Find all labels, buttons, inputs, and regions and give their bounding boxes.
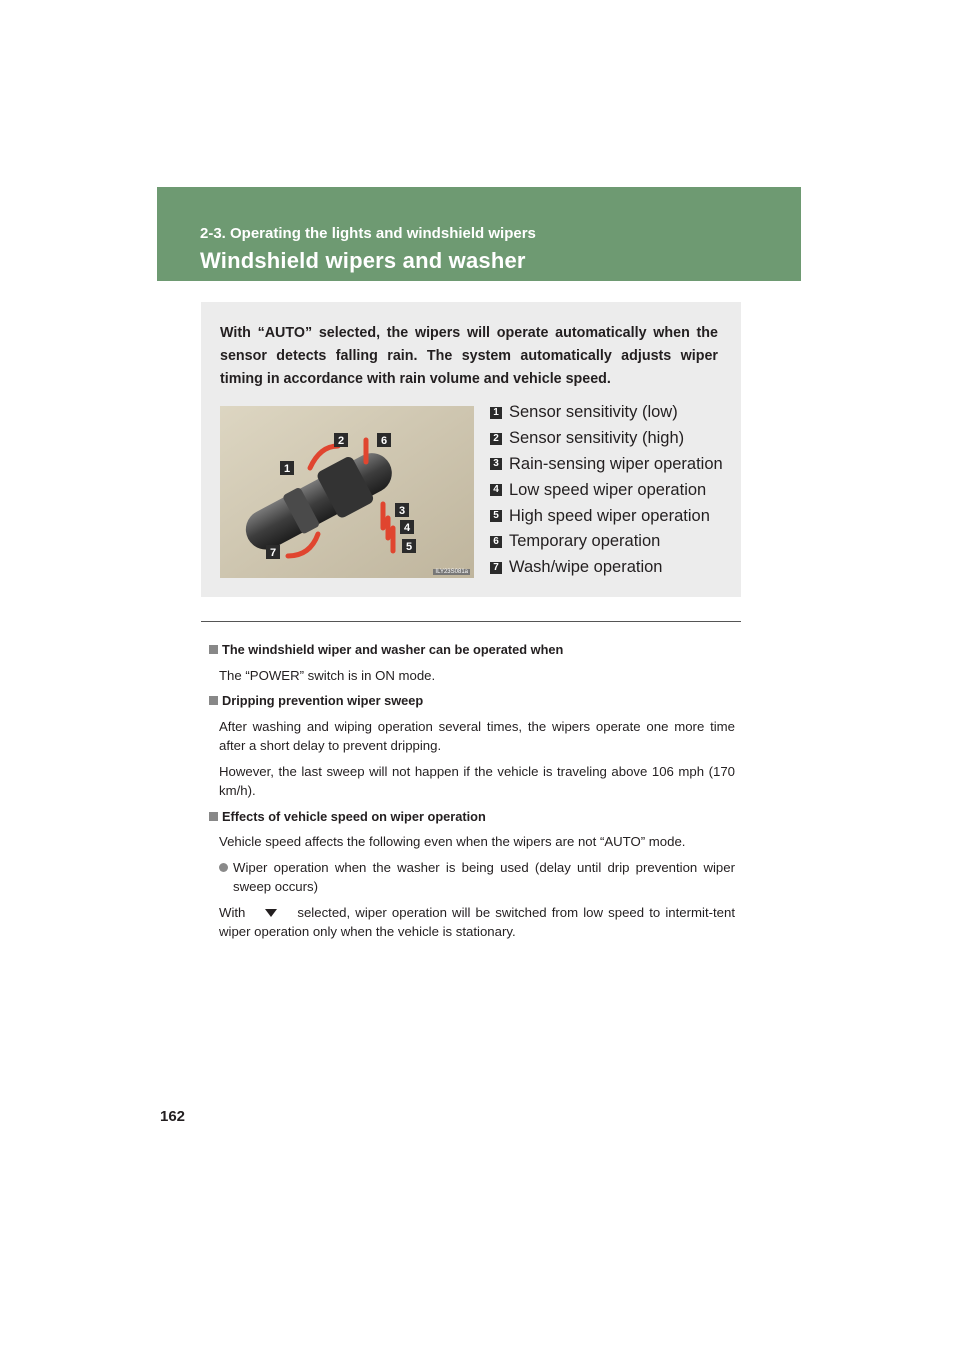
svg-text:2: 2	[338, 435, 345, 447]
intro-text: With “AUTO” selected, the wipers will operate automatically when the sensor detects falling rain. The system automatically adjusts wiper timing in accordance with rain volume and vehicle speed.	[220, 325, 718, 387]
page-title: Windshield wipers and washer	[200, 248, 526, 273]
section-header	[157, 187, 801, 281]
note-paragraph: The “POWER” switch is in ON mode.	[219, 667, 436, 683]
note-heading-text: Dripping prevention wiper sweep	[222, 693, 424, 708]
legend-item	[490, 477, 723, 503]
legend-label: High speed wiper operation	[509, 506, 710, 525]
info-panel	[201, 302, 741, 597]
svg-text:1: 1	[284, 463, 291, 475]
legend-number: 7	[490, 562, 502, 574]
svg-text:5: 5	[406, 541, 413, 553]
wiper-lever-svg	[220, 406, 474, 578]
note-text-pre: With	[219, 904, 246, 920]
divider	[201, 621, 741, 622]
notes-section	[219, 640, 735, 948]
page-number: 162	[160, 1108, 186, 1125]
legend-item	[490, 503, 723, 529]
circle-bullet-icon	[219, 863, 228, 872]
legend-number: 4	[490, 484, 502, 496]
note-bullet-text: Wiper operation when the washer is being used (delay until drip prevention wiper sweep occurs)	[233, 859, 735, 894]
note-heading	[209, 691, 735, 711]
function-legend	[490, 400, 723, 581]
legend-number: 6	[490, 536, 502, 548]
svg-text:7: 7	[270, 547, 277, 559]
legend-label: Sensor sensitivity (high)	[509, 429, 685, 448]
note-text-post: selected, wiper operation will be switched from low speed to intermit-tent wiper operation only when the vehicle is stationary.	[219, 904, 735, 939]
note-paragraph	[219, 903, 735, 942]
legend-number: 2	[490, 433, 502, 445]
section-label: 2-3. Operating the lights and windshield wipers	[200, 225, 536, 242]
image-code: ILY23S081a	[435, 569, 468, 575]
legend-number: 5	[490, 510, 502, 522]
note-heading	[209, 807, 735, 827]
wiper-lever-illustration	[220, 406, 474, 578]
legend-label: Sensor sensitivity (low)	[509, 403, 678, 422]
svg-text:4: 4	[404, 522, 411, 534]
legend-label: Low speed wiper operation	[509, 480, 707, 499]
legend-item	[490, 555, 723, 581]
square-bullet-icon	[209, 812, 218, 821]
note-paragraph: After washing and wiping operation several times, the wipers operate one more time after a short delay to prevent dripping.	[219, 718, 735, 753]
legend-item	[490, 452, 723, 478]
note-heading	[209, 640, 735, 660]
note-paragraph: Vehicle speed affects the following even when the wipers are not “AUTO” mode.	[219, 834, 686, 849]
down-triangle-icon	[265, 909, 277, 917]
legend-label: Temporary operation	[509, 532, 661, 551]
square-bullet-icon	[209, 696, 218, 705]
note-heading-text: The windshield wiper and washer can be operated when	[222, 642, 564, 657]
svg-text:3: 3	[399, 505, 406, 517]
legend-number: 3	[490, 458, 502, 470]
note-heading-text: Effects of vehicle speed on wiper operation	[222, 808, 486, 824]
legend-label: Wash/wipe operation	[509, 558, 663, 577]
square-bullet-icon	[209, 645, 218, 654]
legend-item	[490, 400, 723, 426]
note-paragraph: However, the last sweep will not happen if the vehicle is traveling above 106 mph (170 km/h).	[219, 763, 735, 798]
legend-label: Rain-sensing wiper operation	[509, 454, 723, 473]
note-bullet	[219, 858, 735, 897]
svg-text:6: 6	[381, 435, 388, 447]
legend-item	[490, 426, 723, 452]
legend-item	[490, 529, 723, 555]
legend-number: 1	[490, 407, 502, 419]
